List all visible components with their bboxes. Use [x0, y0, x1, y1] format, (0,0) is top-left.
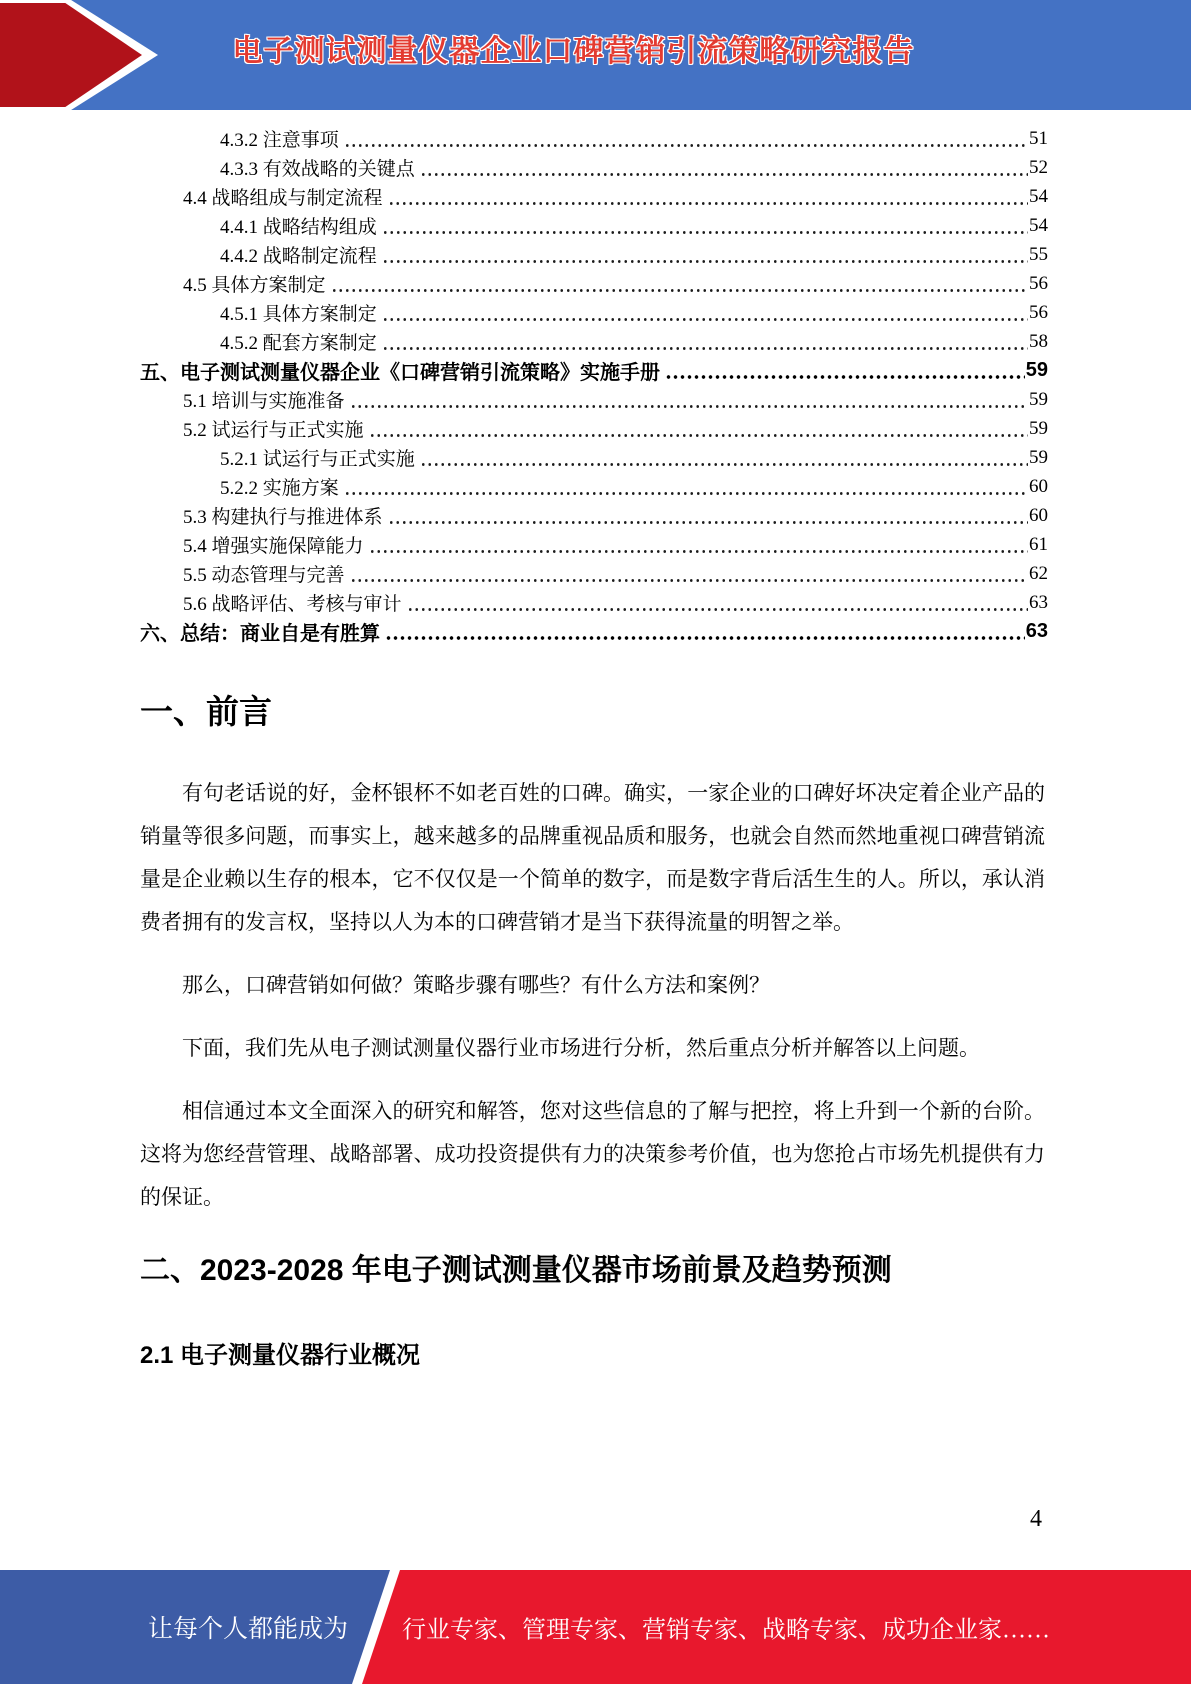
toc-dot-leader — [388, 520, 1028, 525]
toc-entry-label: 5.4 增强实施保障能力 — [183, 536, 364, 557]
toc-entry-label: 5.2.2 实施方案 — [220, 478, 339, 499]
paragraph: 那么，口碑营销如何做？策略步骤有哪些？有什么方法和案例？ — [182, 973, 770, 997]
toc-entry-page: 59 — [1029, 388, 1048, 410]
toc-entry-page: 63 — [1029, 591, 1048, 613]
toc-entry — [140, 617, 1048, 646]
table-of-contents — [140, 124, 1048, 646]
section-heading-preface: 一、前言 — [140, 693, 272, 730]
toc-entry — [140, 414, 1048, 443]
toc-dot-leader — [369, 549, 1028, 554]
section-heading-market-forecast: 二、2023-2028 年电子测试测量仪器市场前景及趋势预测 — [140, 1254, 892, 1287]
toc-entry-label: 5.2.1 试运行与正式实施 — [220, 449, 415, 470]
toc-entry-label: 5.2 试运行与正式实施 — [183, 420, 364, 441]
toc-dot-leader — [382, 230, 1028, 235]
toc-dot-leader — [407, 607, 1028, 612]
toc-entry — [140, 443, 1048, 472]
toc-dot-leader — [665, 374, 1025, 380]
toc-dot-leader — [388, 201, 1028, 206]
toc-entry — [140, 124, 1048, 153]
toc-entry-label: 4.3.3 有效战略的关键点 — [220, 159, 415, 180]
toc-entry-label: 六、总结：商业自是有胜算 — [140, 623, 380, 645]
page-header-band — [0, 0, 1191, 110]
toc-entry — [140, 530, 1048, 559]
toc-entry — [140, 240, 1048, 269]
toc-entry — [140, 588, 1048, 617]
toc-entry — [140, 501, 1048, 530]
toc-entry-label: 五、电子测试测量仪器企业《口碑营销引流策略》实施手册 — [140, 362, 660, 384]
paragraph: 下面，我们先从电子测试测量仪器行业市场进行分析，然后重点分析并解答以上问题。 — [182, 1036, 980, 1060]
toc-entry-page: 54 — [1029, 185, 1048, 207]
toc-entry-page: 51 — [1029, 127, 1048, 149]
toc-dot-leader — [369, 433, 1028, 438]
toc-entry-label: 4.4.1 战略结构组成 — [220, 217, 377, 238]
footer-slogan-right: 行业专家、管理专家、营销专家、战略专家、成功企业家…… — [402, 1617, 1050, 1644]
toc-entry-page: 56 — [1029, 272, 1048, 294]
toc-entry-page: 56 — [1029, 301, 1048, 323]
toc-entry-page: 55 — [1029, 243, 1048, 265]
toc-entry-label: 4.3.2 注意事项 — [220, 130, 339, 151]
toc-entry-page: 59 — [1029, 446, 1048, 468]
toc-entry — [140, 182, 1048, 211]
toc-entry-label: 5.5 动态管理与完善 — [183, 565, 345, 586]
toc-dot-leader — [382, 317, 1028, 322]
toc-entry-page: 54 — [1029, 214, 1048, 236]
toc-entry — [140, 298, 1048, 327]
toc-entry-label: 4.4.2 战略制定流程 — [220, 246, 377, 267]
subsection-heading-industry-overview: 2.1 电子测量仪器行业概况 — [140, 1342, 421, 1369]
paragraph: 相信通过本文全面深入的研究和解答，您对这些信息的了解与把控，将上升到一个新的台阶。这将为您经营管理、战略部署、成功投资提供有力的决策参考价值，也为您抢占市场先机提供有力的保证。 — [140, 1099, 1045, 1209]
toc-dot-leader — [344, 491, 1028, 496]
toc-entry-page: 58 — [1029, 330, 1048, 352]
toc-entry-page: 60 — [1029, 504, 1048, 526]
toc-entry-label: 4.4 战略组成与制定流程 — [183, 188, 383, 209]
toc-entry — [140, 472, 1048, 501]
toc-entry-label: 5.1 培训与实施准备 — [183, 391, 345, 412]
toc-entry-page: 59 — [1025, 359, 1048, 381]
toc-dot-leader — [331, 288, 1028, 293]
toc-entry-label: 5.3 构建执行与推进体系 — [183, 507, 383, 528]
report-title: 电子测试测量仪器企业口碑营销引流策略研究报告 — [232, 35, 915, 68]
toc-dot-leader — [350, 578, 1028, 583]
toc-dot-leader — [344, 143, 1028, 148]
toc-entry-label: 4.5 具体方案制定 — [183, 275, 326, 296]
toc-dot-leader — [420, 172, 1028, 177]
toc-entry-label: 4.5.1 具体方案制定 — [220, 304, 377, 325]
preface-body — [140, 772, 1045, 1219]
page-number: 4 — [1030, 1506, 1042, 1532]
toc-entry — [140, 385, 1048, 414]
toc-dot-leader — [385, 635, 1025, 641]
toc-entry-page: 61 — [1029, 533, 1048, 555]
toc-dot-leader — [382, 346, 1028, 351]
toc-entry-page: 62 — [1029, 562, 1048, 584]
toc-entry — [140, 269, 1048, 298]
toc-entry-page: 52 — [1029, 156, 1048, 178]
toc-entry — [140, 327, 1048, 356]
page-footer-band — [0, 1570, 1191, 1684]
toc-entry-label: 5.6 战略评估、考核与审计 — [183, 594, 402, 615]
footer-slogan-left: 让每个人都能成为 — [148, 1616, 349, 1643]
toc-entry — [140, 356, 1048, 385]
toc-entry-page: 59 — [1029, 417, 1048, 439]
toc-entry — [140, 211, 1048, 240]
toc-dot-leader — [420, 462, 1028, 467]
toc-dot-leader — [382, 259, 1028, 264]
paragraph: 有句老话说的好，金杯银杯不如老百姓的口碑。确实，一家企业的口碑好坏决定着企业产品的销量等很多问题，而事实上，越来越多的品牌重视品质和服务，也就会自然而然地重视口碑营销流量是企业赖以生存的根本，它不仅仅是一个简单的数字，而是数字背后活生生的人。所以，承认消费者拥有的发言权，坚持以人为本的口碑营销才是当下获得流量的明智之举。 — [140, 781, 1045, 934]
toc-dot-leader — [350, 404, 1028, 409]
toc-entry-page: 63 — [1025, 620, 1048, 642]
toc-entry — [140, 153, 1048, 182]
toc-entry-page: 60 — [1029, 475, 1048, 497]
toc-entry-label: 4.5.2 配套方案制定 — [220, 333, 377, 354]
toc-entry — [140, 559, 1048, 588]
